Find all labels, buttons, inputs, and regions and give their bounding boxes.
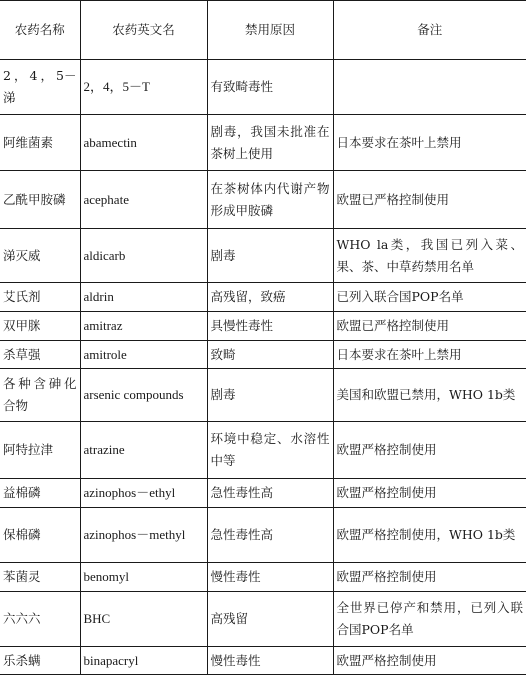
remarks-cell: 美国和欧盟已禁用，WHO 1b类 (333, 369, 526, 422)
pesticide-name-cell: 益棉磷 (0, 479, 80, 508)
remarks-cell (333, 60, 526, 115)
table-row (0, 283, 526, 312)
pesticide-name-cell: 各种含砷化合物 (0, 369, 80, 422)
remarks-cell: 日本要求在茶叶上禁用 (333, 341, 526, 369)
pesticide-name-cell: 六六六 (0, 592, 80, 647)
english-name-cell: 2，4，5－T (80, 60, 207, 115)
english-name-cell: azinophos－methyl (80, 508, 207, 563)
table-row (0, 369, 526, 422)
ban-reason-cell: 有致畸毒性 (207, 60, 333, 115)
remarks-cell: WHO la类，我国已列入菜、果、茶、中草药禁用名单 (333, 229, 526, 283)
ban-reason-cell: 在茶树体内代谢产物形成甲胺磷 (207, 171, 333, 229)
english-name-cell: arsenic compounds (80, 369, 207, 422)
remarks-cell: 已列入联合国POP名单 (333, 283, 526, 312)
english-name-cell: azinophos－ethyl (80, 479, 207, 508)
pesticide-name-cell: 保棉磷 (0, 508, 80, 563)
english-name-cell: amitrole (80, 341, 207, 369)
ban-reason-cell: 剧毒 (207, 229, 333, 283)
pesticide-name-cell: 双甲脒 (0, 312, 80, 341)
table-row (0, 479, 526, 508)
ban-reason-cell: 剧毒，我国未批准在茶树上使用 (207, 115, 333, 171)
english-name-cell: aldrin (80, 283, 207, 312)
table-row (0, 115, 526, 171)
pesticide-name-cell: 阿特拉津 (0, 422, 80, 479)
pesticide-name-cell: 乙酰甲胺磷 (0, 171, 80, 229)
remarks-cell: 欧盟已严格控制使用 (333, 312, 526, 341)
pesticide-name-cell: 艾氏剂 (0, 283, 80, 312)
header-english-name: 农药英文名 (80, 1, 207, 60)
english-name-cell: binapacryl (80, 647, 207, 675)
remarks-cell: 欧盟严格控制使用 (333, 422, 526, 479)
english-name-cell: abamectin (80, 115, 207, 171)
ban-reason-cell: 致畸 (207, 341, 333, 369)
ban-reason-cell: 慢性毒性 (207, 563, 333, 592)
pesticide-name-cell: 杀草强 (0, 341, 80, 369)
header-ban-reason: 禁用原因 (207, 1, 333, 60)
ban-reason-cell: 剧毒 (207, 369, 333, 422)
table-row (0, 171, 526, 229)
ban-reason-cell: 具慢性毒性 (207, 312, 333, 341)
remarks-cell: 欧盟严格控制使用 (333, 479, 526, 508)
ban-reason-cell: 环境中稳定、水溶性中等 (207, 422, 333, 479)
pesticide-name-cell: 涕灭威 (0, 229, 80, 283)
table-row (0, 592, 526, 647)
table-row (0, 341, 526, 369)
table-row (0, 422, 526, 479)
table-row (0, 229, 526, 283)
remarks-cell: 欧盟严格控制使用，WHO 1b类 (333, 508, 526, 563)
remarks-cell: 日本要求在茶叶上禁用 (333, 115, 526, 171)
english-name-cell: aldicarb (80, 229, 207, 283)
english-name-cell: amitraz (80, 312, 207, 341)
pesticide-name-cell: 阿维菌素 (0, 115, 80, 171)
english-name-cell: acephate (80, 171, 207, 229)
pesticide-name-cell: 苯菌灵 (0, 563, 80, 592)
english-name-cell: BHC (80, 592, 207, 647)
ban-reason-cell: 高残留，致癌 (207, 283, 333, 312)
header-remarks: 备注 (333, 1, 526, 60)
english-name-cell: atrazine (80, 422, 207, 479)
remarks-cell: 欧盟严格控制使用 (333, 563, 526, 592)
header-pesticide-name: 农药名称 (0, 1, 80, 60)
remarks-cell: 欧盟已严格控制使用 (333, 171, 526, 229)
ban-reason-cell: 急性毒性高 (207, 479, 333, 508)
remarks-cell: 欧盟严格控制使用 (333, 647, 526, 675)
table-row (0, 563, 526, 592)
ban-reason-cell: 高残留 (207, 592, 333, 647)
ban-reason-cell: 急性毒性高 (207, 508, 333, 563)
table-row (0, 647, 526, 675)
table-row (0, 60, 526, 115)
remarks-cell: 全世界已停产和禁用，已列入联合国POP名单 (333, 592, 526, 647)
ban-reason-cell: 慢性毒性 (207, 647, 333, 675)
table-row (0, 508, 526, 563)
pesticide-name-cell: 乐杀螨 (0, 647, 80, 675)
table-header-row (0, 1, 526, 60)
english-name-cell: benomyl (80, 563, 207, 592)
pesticide-name-cell: 2，4，5－涕 (0, 60, 80, 115)
table-row (0, 312, 526, 341)
